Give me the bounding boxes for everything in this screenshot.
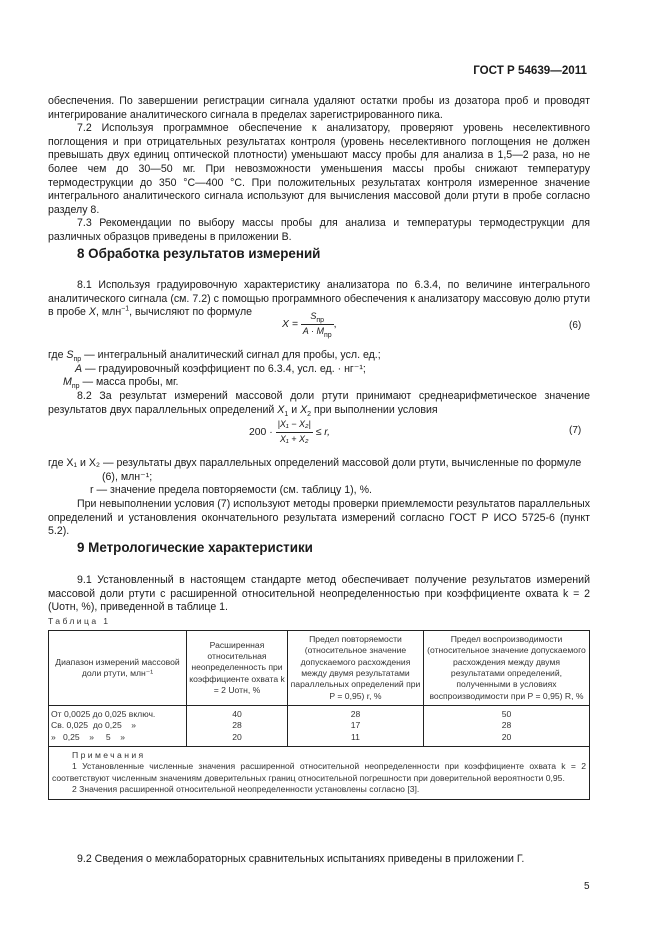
p81-end: , вычисляют по формуле: [129, 306, 253, 319]
where-item: $M_{пр}$ — масса пробы, мг.: [63, 376, 179, 391]
formula-6-num: S: [310, 311, 317, 321]
formula-7-rhs: ≤ r,: [315, 426, 331, 438]
paragraph-9-1: 9.1 Установленный в настоящем стандарте метод обеспечивает получение результатов измерений массовой доли ртути с расширенной относительной неопределенностью при коэффициенте охвата k = 2 (Uотн, %), приведенной в таблице 1.: [48, 574, 590, 614]
table-header-row: [49, 631, 590, 706]
formula-6: [282, 310, 337, 338]
equation-number-7: (7): [569, 425, 582, 436]
formula-6-den-sub: пр: [323, 331, 332, 339]
formula-6-tail: ,: [333, 318, 337, 330]
section-9-heading: 9 Метрологические характеристики: [77, 540, 313, 555]
paragraph-7-2: 7.2 Используя программное обеспечение к анализатору, проверяют уровень неселективного поглощения и при отрицательных результатах контроля (уровень неселективного поглощения не должен превышать двух единиц оптической плотности) уменьшают массу пробы для анализа в 1,5—2 раза, но не более чем до 30—50 мг. При невозможности уменьшения массы пробы снижают температуру термодеструкции до 350 °С—400 °С. При положительных результатах контроля измеренное значение интегрального аналитического сигнала используют для вычисления массовой доли ртути в пробе согласно разделу 8.: [48, 122, 590, 216]
formula-7-num: |X₁ − X₂|: [276, 418, 313, 433]
header-cell: Расширенная относительная неопределенность при коэффициенте охвата k = 2 Uотн, %: [187, 631, 288, 706]
formula-6-num-sub: пр: [316, 316, 325, 324]
section-7-text: [48, 95, 590, 245]
repeatability-column: 28 17 11: [288, 706, 424, 747]
formula-7-lhs: 200 ·: [249, 426, 273, 438]
range-column: От 0,0025 до 0,025 включ. Св. 0,025 до 0,25 » » 0,25 » 5 »: [49, 706, 187, 747]
paragraph-7-3: 7.3 Рекомендации по выбору массы пробы для анализа и температуры термодеструкции для различных образцов приведены в приложении В.: [48, 217, 590, 243]
header-cell: Диапазон измерений массовой доли ртути, млн⁻¹: [49, 631, 187, 706]
paragraph-8-2: 8.2 За результат измерений массовой доли ртути принимают среднеарифметическое значение результатов двух параллельных определений $X_1$ и $X_2$ при выполнении условия: [48, 390, 590, 418]
p81-unit: , млн: [95, 306, 122, 319]
paragraph-continuation: обеспечения. По завершении регистрации сигнала удаляют остатки пробы из дозатора проб и проводят интегрирование аналитического сигнала в пределах зарегистрированного пика.: [48, 95, 590, 121]
table-body: [49, 706, 590, 747]
formula-6-lhs: X =: [282, 318, 298, 330]
var-x: X: [88, 306, 96, 319]
note-2: 2 Значения расширенной относительной неопределенности установлены согласно [3].: [72, 784, 420, 795]
formula-6-den: A · M: [302, 325, 324, 336]
where-list-7: [48, 457, 590, 498]
formula-6-fraction: [301, 310, 334, 338]
where-item: r — значение предела повторяемости (см. таблицу 1), %.: [90, 484, 372, 497]
where-item: где X₁ и X₂ — результаты двух параллельных определений массовой доли ртути, вычисленные по формуле (6), млн⁻¹;: [48, 457, 582, 483]
p81-text: 8.1 Используя градуировочную характеристику анализатора по 6.3.4, по величине интегрального аналитического сигнала (см. 7.2) с помощью программного обеспечения к анализатору массовую долю ртути в пробе: [48, 279, 590, 319]
equation-number-6: (6): [569, 320, 582, 331]
table-notes-row: [49, 746, 590, 799]
section-8-heading: 8 Обработка результатов измерений: [77, 246, 321, 261]
formula-7-fraction: [276, 418, 313, 446]
formula-7: [249, 418, 330, 446]
formula-7-den: X₁ + X₂: [279, 433, 309, 444]
paragraph-condition-fail: При невыполнении условия (7) используют методы проверки приемлемости результатов параллельных определений и установления окончательного результата измерений согласно ГОСТ Р ИСО 5725-6 (пункт 5.2).: [48, 498, 590, 538]
note-1: 1 Установленные численные значения расширенной относительной неопределенности при коэффициенте охвата k = 2 соответствуют численным значениям доверительных границ относительной погрешности при доверительной вероятности 0,95.: [52, 761, 586, 783]
where-item: A — градуировочный коэффициент по 6.3.4, усл. ед. · нг⁻¹;: [75, 362, 366, 375]
p81-sup: −1: [121, 305, 130, 313]
table-1: [48, 630, 590, 800]
table-caption: Таблица 1: [48, 616, 111, 626]
notes-title: Примечания: [72, 749, 146, 760]
header-cell: Предел повторяемости (относительное значение допускаемого расхождения между двумя результатами параллельных определений при P = 0,95) r, %: [288, 631, 424, 706]
header-cell: Предел воспроизводимости (относительное значение допускаемого расхождения между двумя результатами определений, полученными в условиях воспроизводимости при P = 0,95) R, %: [424, 631, 590, 706]
document-id: ГОСТ Р 54639—2011: [473, 64, 587, 77]
where-item: где $S_{пр}$ — интегральный аналитический сигнал для пробы, усл. ед.;: [48, 349, 381, 364]
where-list-6: [48, 349, 590, 390]
reproducibility-column: 50 28 20: [424, 706, 590, 747]
paragraph-9-2: 9.2 Сведения о межлабораторных сравнительных испытаниях приведены в приложении Г.: [77, 853, 525, 865]
uncertainty-column: 40 28 20: [187, 706, 288, 747]
page-number: 5: [584, 881, 590, 892]
